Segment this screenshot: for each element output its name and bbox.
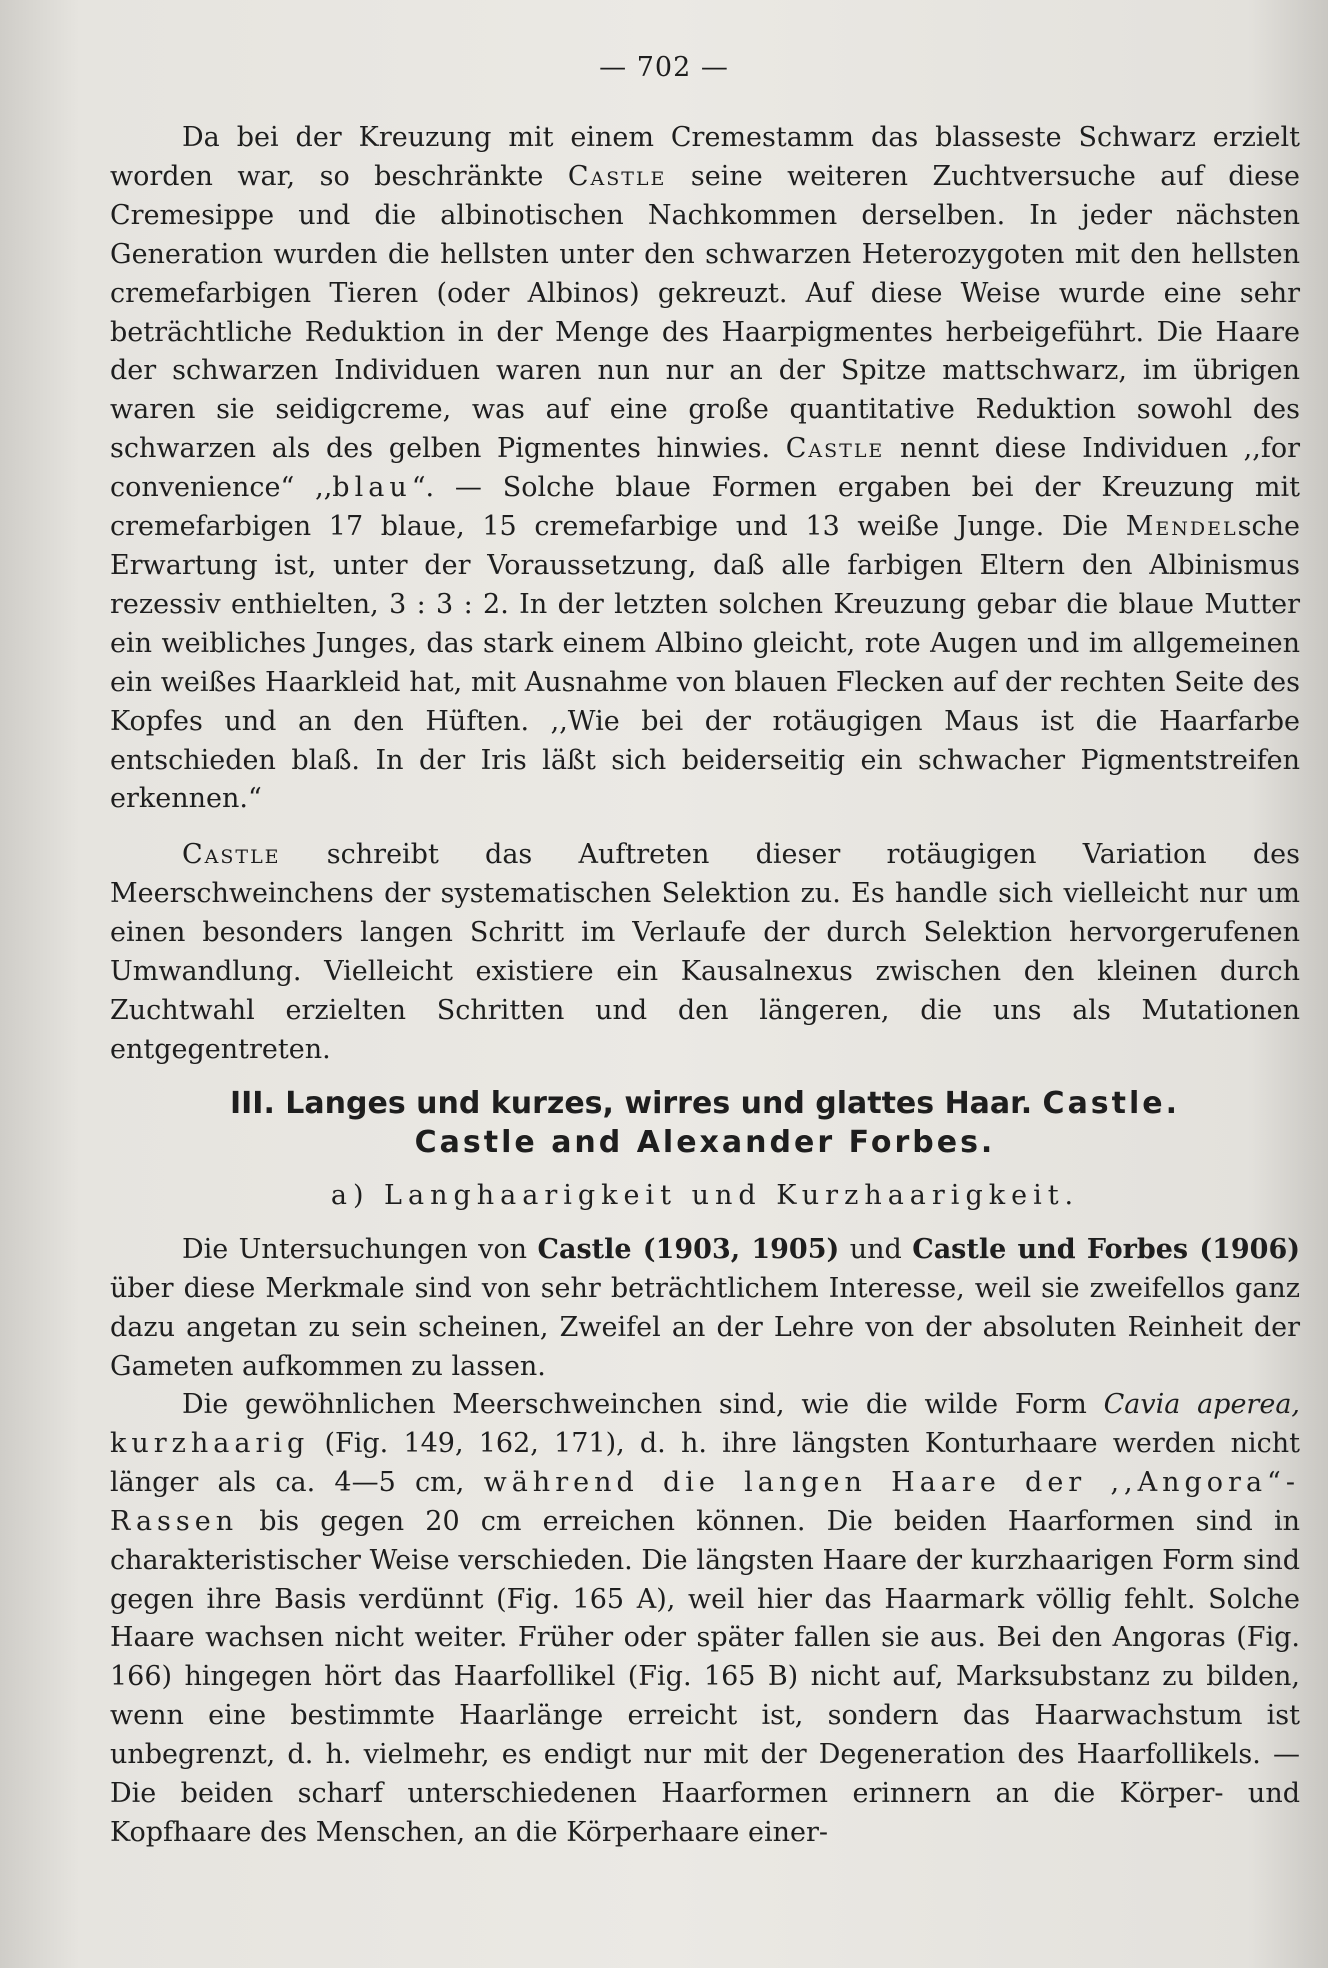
section-heading-title: III. Langes und kurzes, wirres und glattes Haar. — [229, 1086, 1033, 1121]
emphasis-spaced: blau — [332, 472, 412, 504]
paragraph-3: Die Untersuchungen von Castle (1903, 1905) und Castle und Forbes (1906) über diese Merkmale sind von sehr beträchtlichem Interesse, weil sie zweifellos ganz dazu angetan zu sein scheinen, Zweifel an der Lehre von der absoluten Reinheit der Gameten aufkommen zu lassen. — [110, 1234, 1301, 1382]
paragraph-1: Da bei der Kreuzung mit einem Cremestamm das blasseste Schwarz erzielt worden war, so beschränkte Castle seine weiteren Zuchtversuche auf diese Cremesippe und die albinotischen Nachkommen derselben. In jeder nächsten Generation wurden die hellsten unter den schwarzen Heterozygoten mit den hellsten cremefarbigen Tieren (oder Albinos) gekreuzt. Auf diese Weise wurde eine sehr beträchtliche Reduktion in der Menge des Haarpigmentes herbeigeführt. Die Haare der schwarzen Individuen waren nun nur an der Spitze mattschwarz, im übrigen waren sie seidigcreme, was auf eine große quantitative Reduktion sowohl des schwarzen als des gelben Pigmentes hinwies. Castle nennt diese Individuen ,,for convenience“ ,,blau“. — Solche blaue Formen ergaben bei der Kreuzung mit cremefarbigen 17 blaue, 15 cremefarbige und 13 weiße Junge. Die Mendelsche Erwartung ist, unter der Voraussetzung, daß alle farbigen Eltern den Albinismus rezessiv enthielten, 3 : 3 : 2. In der letzten solchen Kreuzung gebar die blaue Mutter ein weibliches Junges, das stark einem Albino gleicht, rote Augen und im allgemeinen ein weißes Haarkleid hat, mit Ausnahme von blauen Flecken auf der rechten Seite des Kopfes und an den Hüften. ,,Wie bei der rotäugigen Maus ist die Haarfarbe entschieden blaß. In der Iris läßt sich beiderseitig ein schwacher Pigmentstreifen erkennen.“ — [110, 122, 1300, 815]
section-heading-authors: Castle and Alexander Forbes. — [414, 1125, 996, 1160]
page-number: — 702 — — [599, 52, 729, 83]
paragraph-2: Castle schreibt das Auftreten dieser rotäugigen Variation des Meerschweinchens der systematischen Selektion zu. Es handle sich vielleicht nur um einen besonders langen Schritt im Verlaufe der durch Selektion hervorgerufenen Umwandlung. Vielleicht existiere ein Kausalnexus zwischen den kleinen durch Zuchtwahl erzielten Schritten und den längeren, die uns als Mutationen entgegentreten. — [110, 839, 1300, 1065]
author-name: Mendel — [1125, 511, 1238, 543]
citation: Castle und Forbes (1906) — [912, 1234, 1301, 1265]
citation: Castle (1903, 1905) — [537, 1234, 840, 1265]
author-name: Castle — [567, 160, 667, 192]
species-name: Cavia aperea, — [1103, 1389, 1300, 1420]
section-heading-author: Castle. — [1042, 1086, 1181, 1121]
emphasis-spaced: kurzhaarig — [110, 1427, 310, 1459]
subsection-heading: a) Langhaarigkeit und Kurzhaarigkeit. — [330, 1180, 1080, 1211]
paragraph-4: Die gewöhnlichen Meerschweinchen sind, wie die wilde Form Cavia aperea, kurzhaarig (Fig. 149, 162, 171), d. h. ihre längsten Konturhaare werden nicht länger als ca. 4—5 cm, während die langen Haare der ,,Angora“-Rassen bis gegen 20 cm erreichen können. Die beiden Haarformen sind in charakteristischer Weise verschieden. Die längsten Haare der kurzhaarigen Form sind gegen ihre Basis verdünnt (Fig. 165 A), weil hier das Haarmark völlig fehlt. Solche Haare wachsen nicht weiter. Früher oder später fallen sie aus. Bei den Angoras (Fig. 166) hingegen hört das Haarfollikel (Fig. 165 B) nicht auf, Marksubstanz zu bilden, wenn eine bestimmte Haarlänge erreicht ist, sondern das Haarwachstum ist unbegrenzt, d. h. vielmehr, es endigt nur mit der Degeneration des Haarfollikels. — Die beiden scharf unterschiedenen Haarformen erinnern an die Körper- und Kopfhaare des Menschen, an die Körperhaare einer- — [110, 1389, 1300, 1848]
section-heading — [110, 1084, 1300, 1162]
emphasis-spaced: während die langen Haare der ,,Angora“-Rassen — [110, 1466, 1300, 1537]
author-name: Castle — [182, 839, 281, 870]
author-name: Castle — [785, 433, 885, 465]
